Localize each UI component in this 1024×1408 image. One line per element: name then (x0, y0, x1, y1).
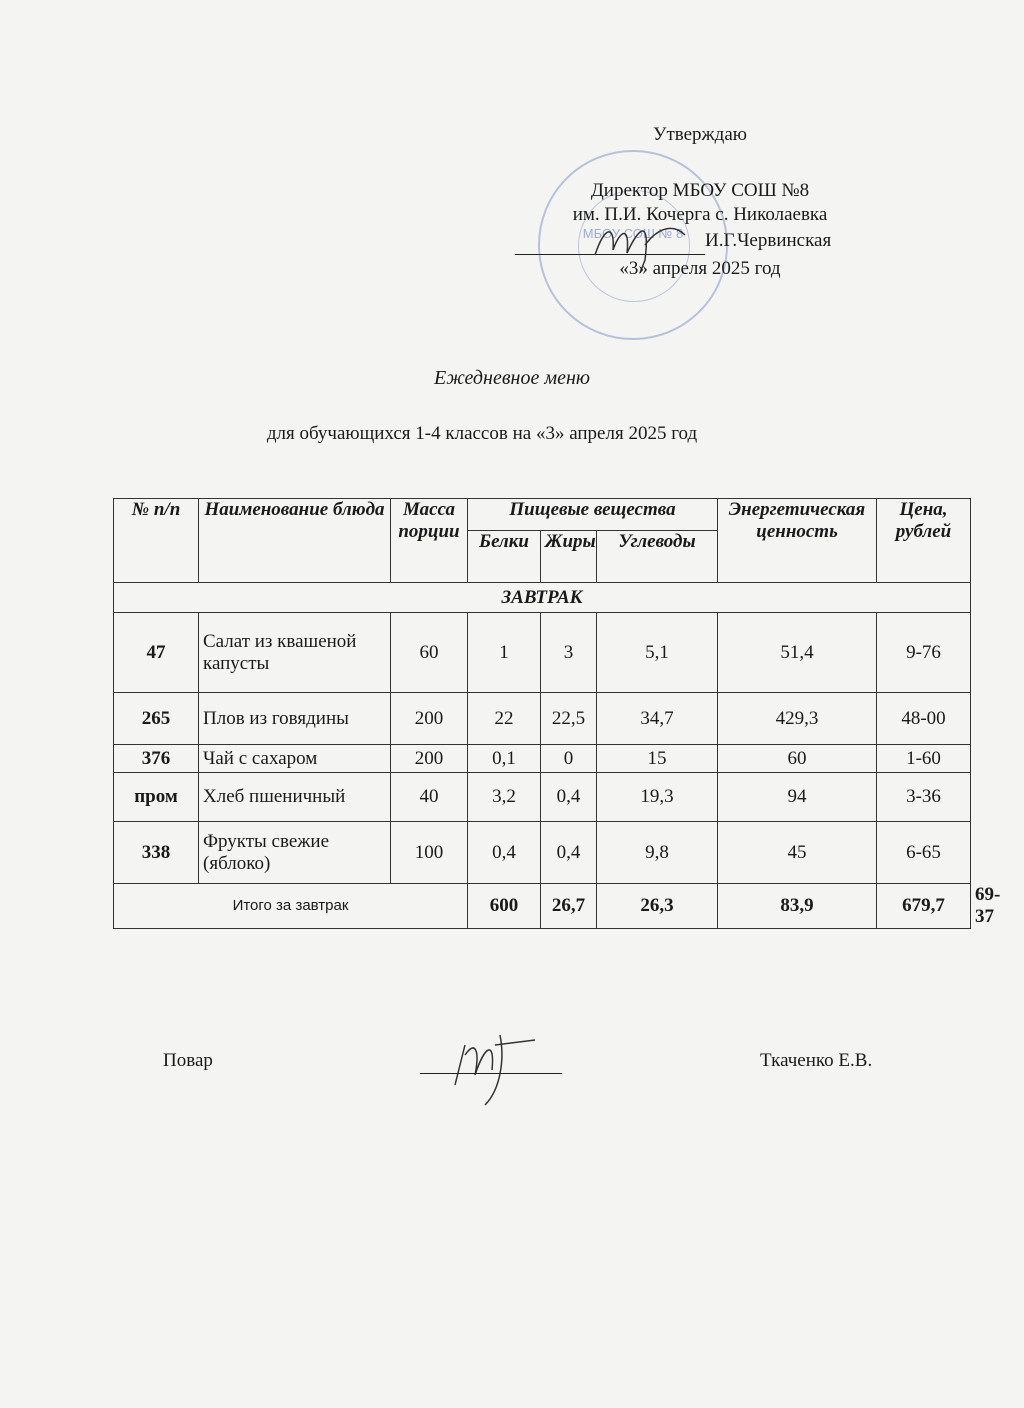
total-row: Итого за завтрак 600 26,7 26,3 83,9 679,7 69-37 (114, 884, 971, 929)
cell-mass: 200 (391, 693, 468, 745)
cell-protein: 0,4 (468, 822, 541, 884)
document-subtitle: для обучающихся 1-4 классов на «3» апреля 2025 год (266, 423, 698, 444)
cell-price: 1-60 (877, 745, 971, 773)
cell-num: 47 (114, 613, 199, 693)
header-name: Наименование блюда (199, 499, 391, 583)
cell-mass: 40 (391, 773, 468, 822)
approval-heading: Утверждаю (653, 124, 747, 145)
approval-position: Директор МБОУ СОШ №8 (590, 180, 810, 201)
cell-protein: 0,1 (468, 745, 541, 773)
table-row (114, 822, 971, 884)
cell-protein: 3,2 (468, 773, 541, 822)
total-protein: 26,7 (541, 884, 597, 929)
approval-school: им. П.И. Кочерга с. Николаевка (572, 204, 828, 225)
cell-price: 3-36 (877, 773, 971, 822)
cell-energy: 60 (718, 745, 877, 773)
total-mass: 600 (468, 884, 541, 929)
header-carbs: Углеводы (597, 531, 718, 583)
cell-fat: 0 (541, 745, 597, 773)
table-row (114, 745, 971, 773)
section-breakfast: ЗАВТРАК (114, 583, 971, 613)
cell-carbs: 15 (597, 745, 718, 773)
cell-num: 338 (114, 822, 199, 884)
cell-name: Салат из квашеной капусты (199, 613, 391, 693)
cell-fat: 22,5 (541, 693, 597, 745)
header-fat: Жиры (541, 531, 597, 583)
cell-name: Плов из говядины (199, 693, 391, 745)
table-row (114, 693, 971, 745)
cell-protein: 22 (468, 693, 541, 745)
cell-name: Хлеб пшеничный (199, 773, 391, 822)
footer-role: Повар (163, 1050, 213, 1071)
total-fat: 26,3 (597, 884, 718, 929)
cell-energy: 45 (718, 822, 877, 884)
cell-price: 9-76 (877, 613, 971, 693)
cell-mass: 100 (391, 822, 468, 884)
cell-energy: 51,4 (718, 613, 877, 693)
cell-name: Чай с сахаром (199, 745, 391, 773)
cell-carbs: 5,1 (597, 613, 718, 693)
cell-fat: 3 (541, 613, 597, 693)
cell-price: 48-00 (877, 693, 971, 745)
footer-name: Ткаченко Е.В. (760, 1050, 873, 1071)
menu-table (113, 498, 1001, 929)
header-num: № п/п (114, 499, 199, 583)
header-mass: Масса порции (391, 499, 468, 583)
cell-energy: 429,3 (718, 693, 877, 745)
cell-name: Фрукты свежие (яблоко) (199, 822, 391, 884)
cook-signature (440, 1030, 550, 1110)
cell-fat: 0,4 (541, 822, 597, 884)
total-energy: 679,7 (877, 884, 971, 929)
cell-num: 265 (114, 693, 199, 745)
table-row (114, 613, 971, 693)
cell-mass: 60 (391, 613, 468, 693)
total-carbs: 83,9 (718, 884, 877, 929)
cell-mass: 200 (391, 745, 468, 773)
cell-fat: 0,4 (541, 773, 597, 822)
cell-num: пром (114, 773, 199, 822)
stamp-text: МБОУ СОШ № 8 (582, 226, 684, 241)
cell-carbs: 9,8 (597, 822, 718, 884)
cell-price: 6-65 (877, 822, 971, 884)
cell-carbs: 34,7 (597, 693, 718, 745)
header-protein: Белки (468, 531, 541, 583)
header-nutrients: Пищевые вещества (468, 499, 718, 531)
document-title: Ежедневное меню (434, 367, 590, 389)
approval-director: И.Г.Червинская (705, 230, 832, 251)
table-row (114, 773, 971, 822)
header-energy: Энергетическая ценность (718, 499, 877, 583)
total-label: Итого за завтрак (114, 884, 468, 929)
cell-energy: 94 (718, 773, 877, 822)
cell-protein: 1 (468, 613, 541, 693)
header-price: Цена, рублей (877, 499, 971, 583)
cell-num: 376 (114, 745, 199, 773)
approval-date: «3» апреля 2025 год (619, 258, 781, 279)
cell-carbs: 19,3 (597, 773, 718, 822)
